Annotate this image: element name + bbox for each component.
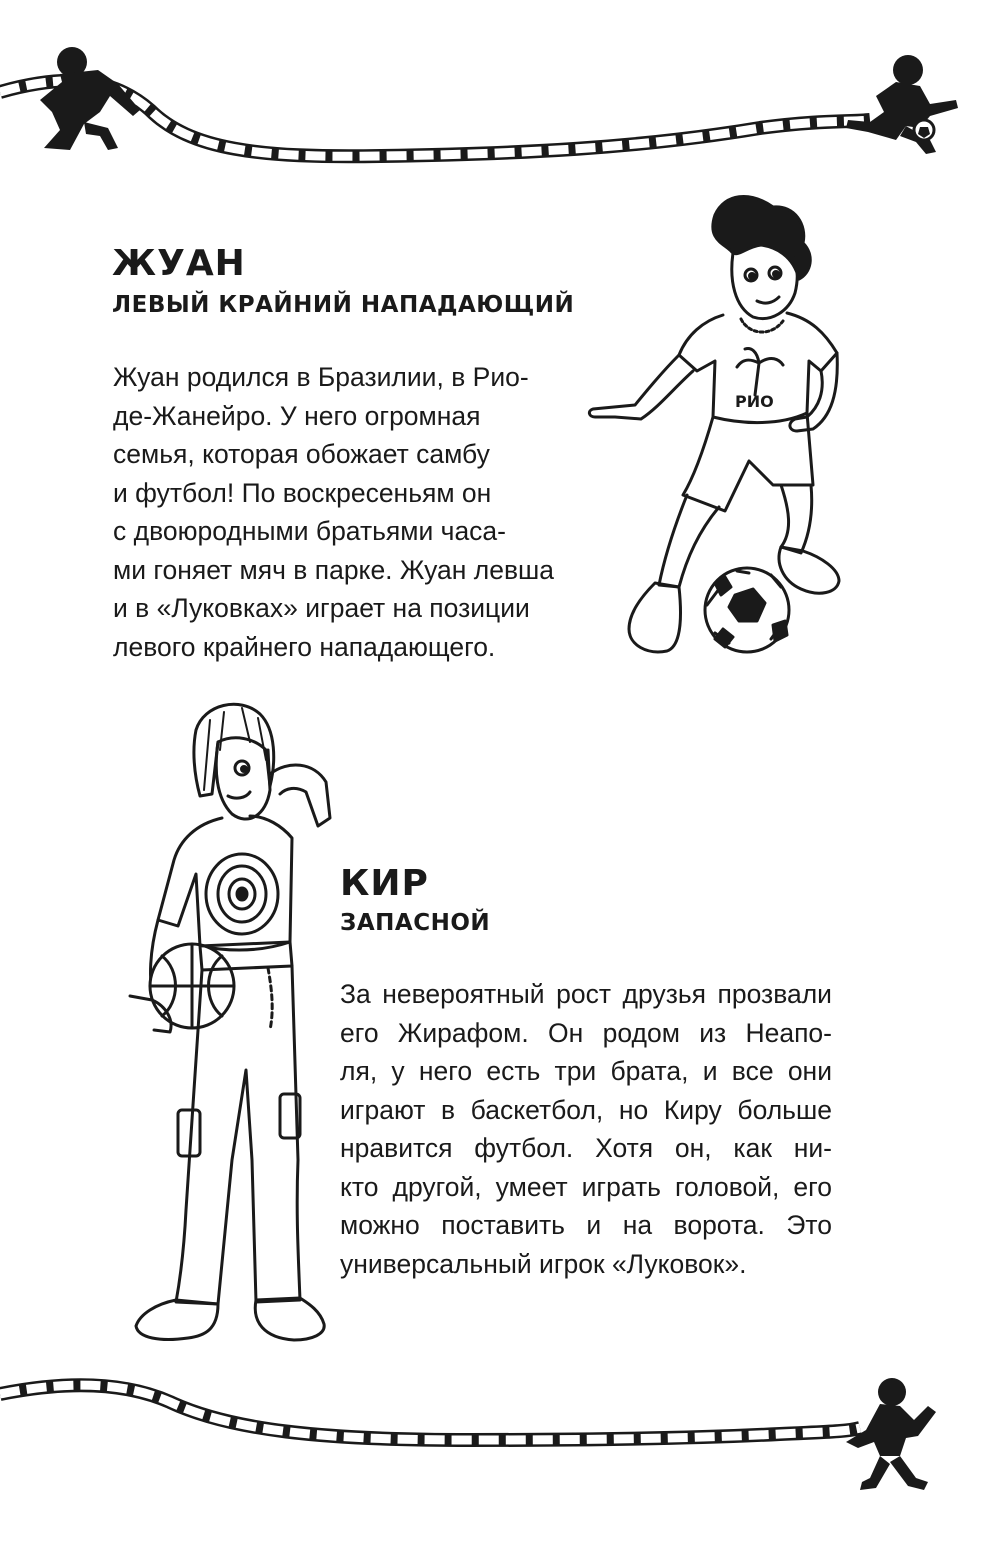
description-line: кто другой, умеет играть головой, его xyxy=(340,1171,832,1202)
description-line: левого крайнего нападающего. xyxy=(113,631,496,662)
character-description xyxy=(113,358,583,666)
football-icon xyxy=(914,120,934,140)
character-description xyxy=(340,975,832,1283)
running-player-silhouette-icon xyxy=(40,47,140,150)
description-line: семья, которая обожает самбу xyxy=(113,439,490,469)
description-line: ми гоняет мяч в парке. Жуан левша xyxy=(113,554,555,585)
description-line: Жуан родился в Бразилии, в Рио- xyxy=(113,362,529,392)
description-line: можно поставить и на ворота. Это xyxy=(340,1210,832,1240)
top-dashed-track xyxy=(0,81,870,156)
juan-illustration xyxy=(575,185,865,665)
character-role: ЛЕВЫЙ КРАЙНИЙ НАПАДАЮЩИЙ xyxy=(112,292,575,318)
description-line: нравится футбол. Хотя он, как ни- xyxy=(340,1133,832,1163)
description-line: с двоюродными братьями часа- xyxy=(113,516,506,546)
character-name: ЖУАН xyxy=(112,243,246,284)
description-line: его Жирафом. Он родом из Неапо- xyxy=(340,1017,832,1048)
description-line: играют в баскетбол, но Киру больше xyxy=(340,1094,832,1125)
description-line: де-Жанейро. У него огромная xyxy=(113,400,481,431)
description-line: За невероятный рост друзья прозвали xyxy=(340,979,832,1009)
character-name: КИР xyxy=(340,863,429,904)
character-role: ЗАПАСНОЙ xyxy=(340,910,491,936)
top-border xyxy=(0,0,1000,200)
description-line: ля, у него есть три брата, и все они xyxy=(340,1056,832,1086)
description-line: и футбол! По воскресеньям он xyxy=(113,477,492,508)
bottom-border xyxy=(0,1352,1000,1552)
kicking-player-silhouette-icon xyxy=(846,55,958,154)
kicking-player-silhouette-icon xyxy=(846,1378,936,1490)
description-line: универсальный игрок «Луковок». xyxy=(340,1248,747,1279)
football-icon xyxy=(705,568,789,652)
description-line: и в «Луковках» играет на позиции xyxy=(113,593,530,623)
shirt-text: РИО xyxy=(735,392,774,411)
kir-illustration xyxy=(100,690,340,1355)
basketball-icon xyxy=(150,944,234,1028)
